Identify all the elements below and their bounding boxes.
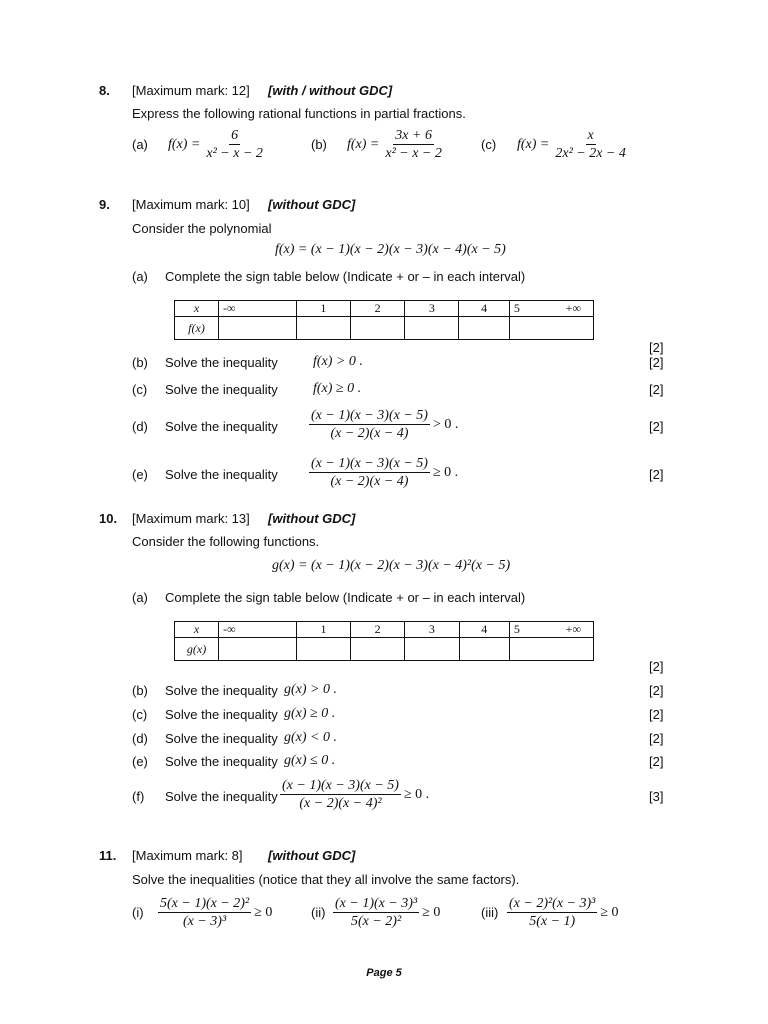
part-label: (c) bbox=[132, 707, 148, 722]
header-cell: 4 bbox=[459, 622, 509, 638]
sign-cell[interactable] bbox=[509, 317, 593, 340]
header-cell: 1 bbox=[296, 301, 350, 317]
part-a bbox=[132, 128, 265, 161]
part-label: (c) bbox=[132, 382, 148, 397]
part-text: Solve the inequality bbox=[165, 382, 278, 397]
gdc-note: [without GDC] bbox=[268, 848, 356, 863]
function-lhs: f(x) = bbox=[517, 136, 550, 152]
sign-table bbox=[174, 300, 594, 340]
mark: [3] bbox=[649, 789, 664, 804]
header-cell: -∞ bbox=[219, 622, 297, 638]
sign-cell[interactable] bbox=[296, 317, 350, 340]
fraction: $\frac{x}{\text{2x² − 2x − 4}}$ bbox=[555, 128, 626, 161]
inequality: g(x) < 0 . bbox=[284, 730, 337, 745]
part-text: Solve the inequality bbox=[165, 789, 278, 804]
fraction: $\frac{(x - 1)(x - 3)(x - 5)}{\text{(x − 2)(x − 4)²}}$ bbox=[282, 778, 399, 811]
part-text: Solve the inequality bbox=[165, 419, 278, 434]
part-label: (e) bbox=[132, 754, 148, 769]
part-text: Solve the inequality bbox=[165, 754, 278, 769]
part-text: Solve the inequality bbox=[165, 683, 278, 698]
part-iii bbox=[481, 896, 619, 929]
fraction: $\frac{(x - 1)(x - 3)(x - 5)}{(x - 2)(x - 4)}$ bbox=[311, 456, 428, 489]
sign-table-row bbox=[175, 638, 594, 661]
relation: ≥ 0 . bbox=[432, 464, 459, 480]
header-cell: 5 +∞ bbox=[509, 301, 593, 317]
mark: [2] bbox=[649, 707, 664, 722]
part-label: (d) bbox=[132, 419, 148, 434]
part-text: Solve the inequality bbox=[165, 467, 278, 482]
sign-cell[interactable] bbox=[219, 317, 297, 340]
header-cell: 2 bbox=[351, 622, 405, 638]
part-text: Complete the sign table below (Indicate + or – in each interval) bbox=[165, 590, 526, 605]
row-label: f(x) bbox=[175, 317, 219, 340]
sign-cell[interactable] bbox=[459, 317, 509, 340]
part-label: (i) bbox=[132, 905, 144, 920]
max-marks: [Maximum mark: 8] bbox=[132, 848, 243, 863]
sign-table bbox=[174, 621, 594, 661]
part-label: (f) bbox=[132, 789, 145, 804]
part-label: (iii) bbox=[481, 905, 499, 920]
mark: [2] bbox=[649, 340, 664, 355]
relation: ≥ 0 bbox=[422, 904, 441, 920]
question-intro: Consider the polynomial bbox=[132, 221, 272, 236]
part-label: (a) bbox=[132, 590, 148, 605]
max-marks: [Maximum mark: 10] bbox=[132, 197, 250, 212]
fraction: $\frac{\text{(x − 2)²(x − 3)³}}{5(x - 1)}$ bbox=[509, 896, 596, 929]
question-instruction: Express the following rational functions in partial fractions. bbox=[132, 106, 466, 121]
page-number: Page 5 bbox=[366, 967, 402, 979]
sign-cell[interactable] bbox=[219, 638, 297, 661]
sign-cell[interactable] bbox=[351, 317, 405, 340]
polynomial: f(x) = (x − 1)(x − 2)(x − 3)(x − 4)(x − 5) bbox=[275, 242, 506, 257]
fraction: $\frac{\text{5(x − 1)(x − 2)²}}{\text{(x − 3)³}}$ bbox=[160, 896, 250, 929]
inequality bbox=[309, 456, 458, 489]
header-cell: 1 bbox=[296, 622, 350, 638]
part-label: (e) bbox=[132, 467, 148, 482]
header-cell: 4 bbox=[459, 301, 509, 317]
part-text: Solve the inequality bbox=[165, 355, 278, 370]
sign-cell[interactable] bbox=[405, 638, 459, 661]
part-label: (b) bbox=[132, 683, 148, 698]
mark: [2] bbox=[649, 382, 664, 397]
question-instruction: Solve the inequalities (notice that they all involve the same factors). bbox=[132, 872, 520, 887]
part-label: (b) bbox=[311, 137, 327, 152]
part-label: (d) bbox=[132, 731, 148, 746]
mark: [2] bbox=[649, 731, 664, 746]
function-lhs: f(x) = bbox=[168, 136, 201, 152]
header-cell: 3 bbox=[405, 622, 459, 638]
inequality: g(x) ≥ 0 . bbox=[284, 706, 336, 721]
mark: [2] bbox=[649, 754, 664, 769]
fraction: $\frac{\text{(x − 1)(x − 3)³}}{\text{5(x − 2)²}}$ bbox=[335, 896, 418, 929]
relation: > 0 . bbox=[432, 416, 459, 432]
sign-cell[interactable] bbox=[459, 638, 509, 661]
relation: ≥ 0 bbox=[600, 904, 619, 920]
header-cell: 3 bbox=[405, 301, 459, 317]
part-b bbox=[311, 128, 444, 161]
max-marks: [Maximum mark: 13] bbox=[132, 511, 250, 526]
part-label: (ii) bbox=[311, 905, 326, 920]
mark: [2] bbox=[649, 355, 664, 370]
gdc-note: [without GDC] bbox=[268, 511, 356, 526]
fraction: $\frac{(x - 1)(x - 3)(x - 5)}{(x - 2)(x - 4)}$ bbox=[311, 408, 428, 441]
relation: ≥ 0 . bbox=[403, 786, 430, 802]
mark: [2] bbox=[649, 419, 664, 434]
header-cell: x bbox=[175, 301, 219, 317]
max-marks: [Maximum mark: 12] bbox=[132, 83, 250, 98]
question-number: 10. bbox=[99, 511, 118, 526]
inequality: g(x) ≤ 0 . bbox=[284, 753, 336, 768]
header-cell: 5 +∞ bbox=[509, 622, 593, 638]
polynomial: g(x) = (x − 1)(x − 2)(x − 3)(x − 4)²(x − 5) bbox=[272, 558, 511, 573]
part-label: (a) bbox=[132, 137, 148, 152]
row-label: g(x) bbox=[175, 638, 219, 661]
part-i bbox=[132, 896, 272, 929]
gdc-note: [without GDC] bbox=[268, 197, 356, 212]
part-text: Solve the inequality bbox=[165, 707, 278, 722]
question-number: 8. bbox=[99, 83, 110, 98]
part-label: (b) bbox=[132, 355, 148, 370]
header-cell: -∞ bbox=[219, 301, 297, 317]
question-number: 11. bbox=[99, 848, 117, 863]
mark: [2] bbox=[649, 683, 664, 698]
sign-cell[interactable] bbox=[509, 638, 593, 661]
question-intro: Consider the following functions. bbox=[132, 534, 320, 549]
part-label: (a) bbox=[132, 269, 148, 284]
header-cell: 2 bbox=[351, 301, 405, 317]
sign-table-header bbox=[175, 622, 594, 638]
sign-table-row bbox=[175, 317, 594, 340]
sign-table-header bbox=[175, 301, 594, 317]
part-text: Complete the sign table below (Indicate + or – in each interval) bbox=[165, 269, 526, 284]
part-c bbox=[481, 128, 628, 161]
fraction: $\frac{3x + 6}{\text{x² − x − 2}}$ bbox=[385, 128, 442, 161]
question-number: 9. bbox=[99, 197, 110, 212]
inequality: f(x) > 0 . bbox=[313, 354, 363, 369]
gdc-note: [with / without GDC] bbox=[268, 83, 393, 98]
header-cell: x bbox=[175, 622, 219, 638]
mark: [2] bbox=[649, 659, 664, 674]
fraction: $\frac{6}{\text{x² − x − 2}}$ bbox=[206, 128, 263, 161]
inequality: f(x) ≥ 0 . bbox=[313, 381, 362, 396]
inequality: g(x) > 0 . bbox=[284, 682, 337, 697]
inequality bbox=[280, 778, 429, 811]
part-text: Solve the inequality bbox=[165, 731, 278, 746]
relation: ≥ 0 bbox=[254, 904, 273, 920]
mark: [2] bbox=[649, 467, 664, 482]
inequality bbox=[309, 408, 458, 441]
part-label: (c) bbox=[481, 137, 497, 152]
sign-cell[interactable] bbox=[405, 317, 459, 340]
sign-cell[interactable] bbox=[296, 638, 350, 661]
part-ii bbox=[311, 896, 440, 929]
sign-cell[interactable] bbox=[351, 638, 405, 661]
function-lhs: f(x) = bbox=[347, 136, 380, 152]
